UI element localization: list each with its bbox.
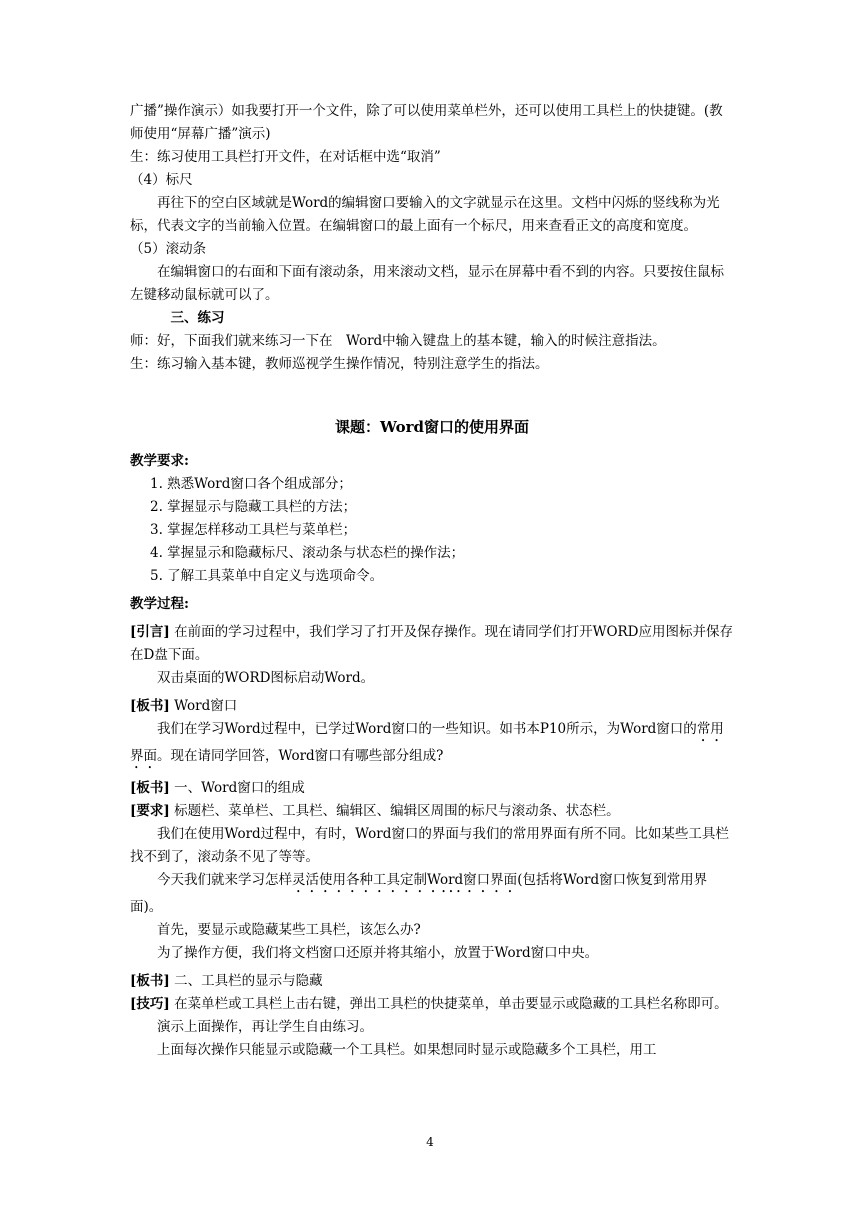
paragraph: 广播”操作演示）如我要打开一个文件，除了可以使用菜单栏外，还可以使用工具栏上的快捷键。(教师使用“屏幕广播”演示) — [130, 103, 723, 142]
paragraph — [130, 970, 734, 993]
tag-label: [引言] — [130, 624, 170, 640]
section-heading: （4）标尺 — [130, 172, 193, 188]
paragraph-text: 今天我们就来学习怎样 — [157, 872, 292, 888]
paragraph: 双击桌面的WORD图标启动Word。 — [157, 670, 375, 686]
process-heading: 教学过程: — [130, 596, 189, 612]
requirements-list — [130, 473, 734, 588]
paragraph: 师：好，下面我们就来练习一下在 Word中输入键盘上的基本键，输入的时候注意指法。 — [130, 333, 666, 349]
paragraph-text: 二、工具栏的显示与隐藏 — [174, 973, 323, 989]
tag-label: [板书] — [130, 780, 170, 796]
paragraph: 首先，要显示或隐藏某些工具栏，该怎么办? — [157, 922, 421, 938]
paragraph — [130, 869, 734, 919]
paragraph — [130, 718, 734, 772]
paragraph — [130, 695, 734, 718]
tag-label: [要求] — [130, 803, 170, 819]
paragraph — [130, 621, 734, 667]
paragraph-text: 标题栏、菜单栏、工具栏、编辑区、编辑区周围的标尺与滚动条、状态栏。 — [174, 803, 620, 819]
page-number: 4 — [426, 1135, 434, 1149]
emphasis-text: 灵活使用各种工具定制Word窗口界面 — [292, 872, 518, 888]
paragraph-text: 。现在请同学回答，Word窗口有哪些部分组成? — [157, 748, 444, 764]
paragraph — [130, 800, 734, 823]
paragraph: 为了操作方便，我们将文档窗口还原并将其缩小，放置于Word窗口中央。 — [157, 945, 599, 961]
list-item: 2. 掌握显示与隐藏工具栏的方法； — [150, 499, 357, 515]
section-heading: （5）滚动条 — [130, 241, 207, 257]
paragraph: 我们在使用Word过程中，有时，Word窗口的界面与我们的常用界面有所不同。比如某些工具栏找不到了，滚动条不见了等等。 — [130, 826, 729, 865]
paragraph: 生：练习输入基本键，教师巡视学生操作情况，特别注意学生的指法。 — [130, 356, 549, 372]
paragraph: 上面每次操作只能显示或隐藏一个工具栏。如果想同时显示或隐藏多个工具栏，用工 — [157, 1042, 657, 1058]
paragraph-text: 我们在学习Word过程中，已学过Word窗口的一些知识。如书本P10所示，为Word窗口的 — [157, 721, 697, 737]
paragraph: 在编辑窗口的右面和下面有滚动条，用来滚动文档，显示在屏幕中看不到的内容。只要按住鼠标左键移动鼠标就可以了。 — [130, 264, 724, 303]
paragraph-text: 在前面的学习过程中，我们学习了打开及保存操作。现在请同学们打开WORD应用图标并保存在D盘下面。 — [130, 624, 734, 663]
lesson-title: 课题：Word窗口的使用界面 — [334, 418, 530, 436]
section-heading: 三、练习 — [170, 310, 225, 326]
list-item: 4. 掌握显示和隐藏标尺、滚动条与状态栏的操作法； — [150, 545, 465, 561]
paragraph-text: 一、Word窗口的组成 — [174, 780, 305, 796]
paragraph-text: 在菜单栏或工具栏上击右键，弹出工具栏的快捷菜单，单击要显示或隐藏的工具栏名称即可。 — [174, 996, 728, 1012]
document-page — [130, 100, 734, 1062]
list-item: 3. 掌握怎样移动工具栏与菜单栏； — [150, 522, 357, 538]
tag-label: [板书] — [130, 698, 170, 714]
paragraph: 再往下的空白区域就是Word的编辑窗口要输入的文字就显示在这里。文档中闪烁的竖线称为光标，代表文字的当前输入位置。在编辑窗口的最上面有一个标尺，用来查看正文的高度和宽度。 — [130, 195, 720, 234]
paragraph-text: (包括将Word窗口恢复到常用界面)。 — [130, 872, 708, 915]
paragraph — [130, 993, 734, 1016]
paragraph: 演示上面操作，再让学生自由练习。 — [157, 1019, 373, 1035]
tag-label: [技巧] — [130, 996, 170, 1012]
tag-label: [板书] — [130, 973, 170, 989]
paragraph — [130, 777, 734, 800]
list-item: 5. 了解工具菜单中自定义与选项命令。 — [150, 568, 384, 584]
emphasis-text: 常用界面 — [130, 721, 724, 764]
list-item: 1. 熟悉Word窗口各个组成部分； — [150, 476, 352, 492]
paragraph-text: Word窗口 — [174, 698, 238, 714]
requirements-heading: 教学要求: — [130, 453, 189, 469]
paragraph: 生：练习使用工具栏打开文件，在对话框中选“取消” — [130, 149, 441, 165]
